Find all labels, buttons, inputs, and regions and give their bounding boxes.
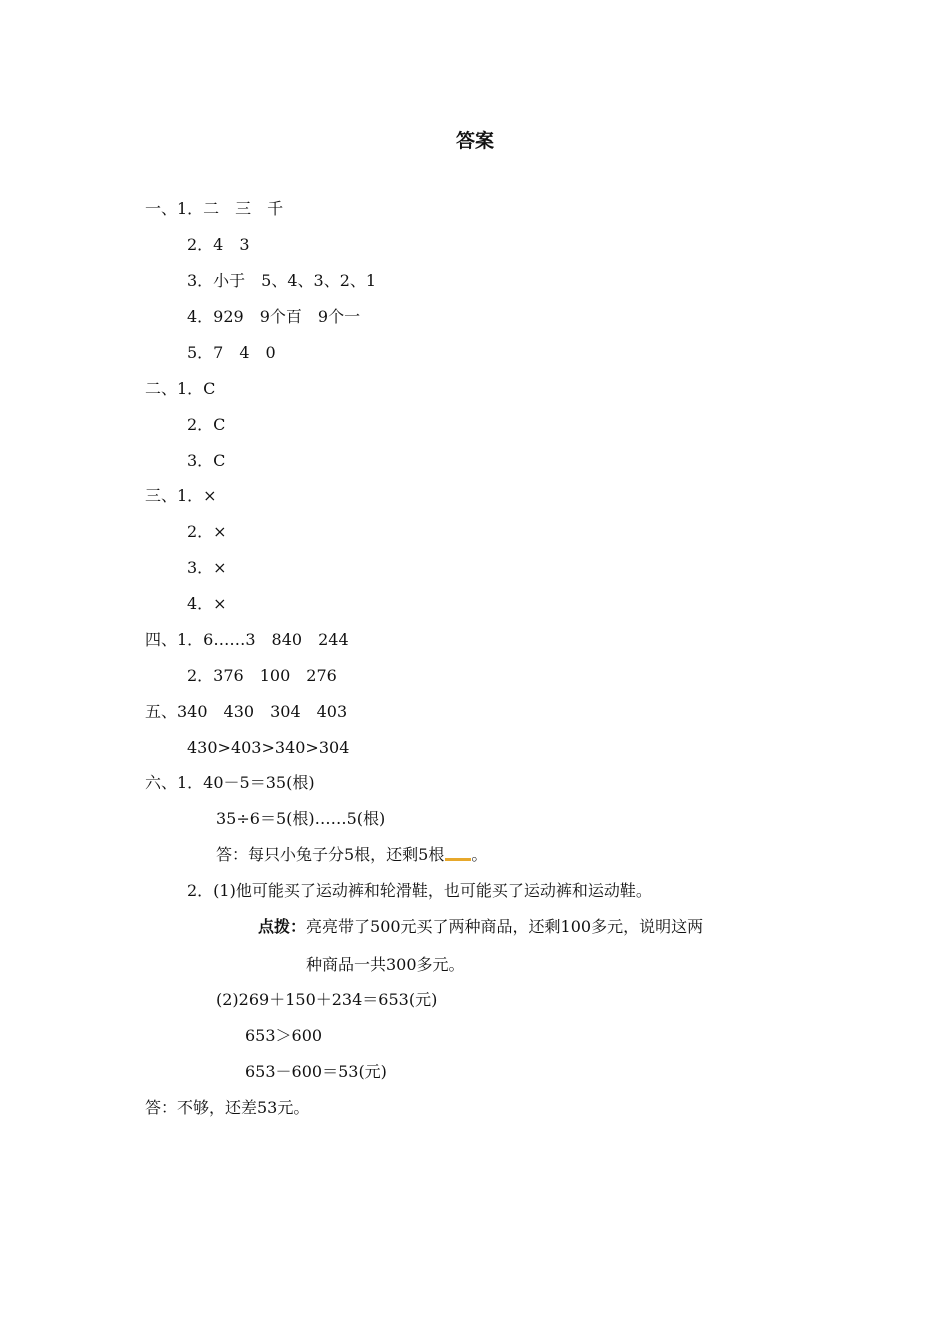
- answer-line: 4．×: [187, 594, 227, 613]
- answer-line: 5．7 4 0: [187, 343, 276, 362]
- hint-line: [258, 916, 703, 938]
- answer-line: 2．376 100 276: [187, 666, 337, 685]
- answer-line: (2)269＋150＋234＝653(元): [216, 990, 438, 1009]
- answer-line: [216, 844, 487, 866]
- answer-line: 五、340 430 304 403: [145, 702, 348, 721]
- answer-line: 2．C: [187, 415, 226, 434]
- answer-line: 3．×: [187, 558, 227, 577]
- highlight-mark: [445, 858, 471, 861]
- answer-text: 答：每只小兔子分5根，还剩5根: [216, 845, 445, 864]
- answer-line: 2．(1)他可能买了运动裤和轮滑鞋，也可能买了运动裤和运动鞋。: [187, 881, 652, 900]
- page-title: 答案: [455, 130, 494, 152]
- hint-line: 种商品一共300多元。: [306, 955, 465, 974]
- answer-line: 3．小于 5、4、3、2、1: [187, 271, 377, 290]
- answer-line: 653－600＝53(元): [245, 1062, 387, 1081]
- answer-line: 4．929 9个百 9个一: [187, 307, 361, 326]
- answer-line: 653＞600: [245, 1026, 323, 1045]
- answer-line: 430>403>340>304: [187, 738, 350, 757]
- answer-line: 二、1．C: [145, 379, 216, 398]
- hint-text: 亮亮带了500元买了两种商品，还剩100多元，说明这两: [306, 917, 704, 936]
- answer-line: 35÷6＝5(根)……5(根): [216, 809, 386, 828]
- answer-line: 三、1．×: [145, 486, 217, 505]
- answer-line: 3．C: [187, 451, 226, 470]
- answer-line: 答：不够，还差53元。: [145, 1098, 310, 1117]
- answer-line: 2．×: [187, 522, 227, 541]
- answer-line: 六、1．40－5＝35(根): [145, 773, 315, 792]
- answer-line: 一、1．二 三 千: [145, 199, 284, 218]
- answer-line: 2．4 3: [187, 235, 250, 254]
- answer-line: 四、1．6……3 840 244: [145, 630, 349, 649]
- hint-label: 点拨：: [258, 917, 307, 936]
- answer-suffix: 。: [471, 845, 488, 864]
